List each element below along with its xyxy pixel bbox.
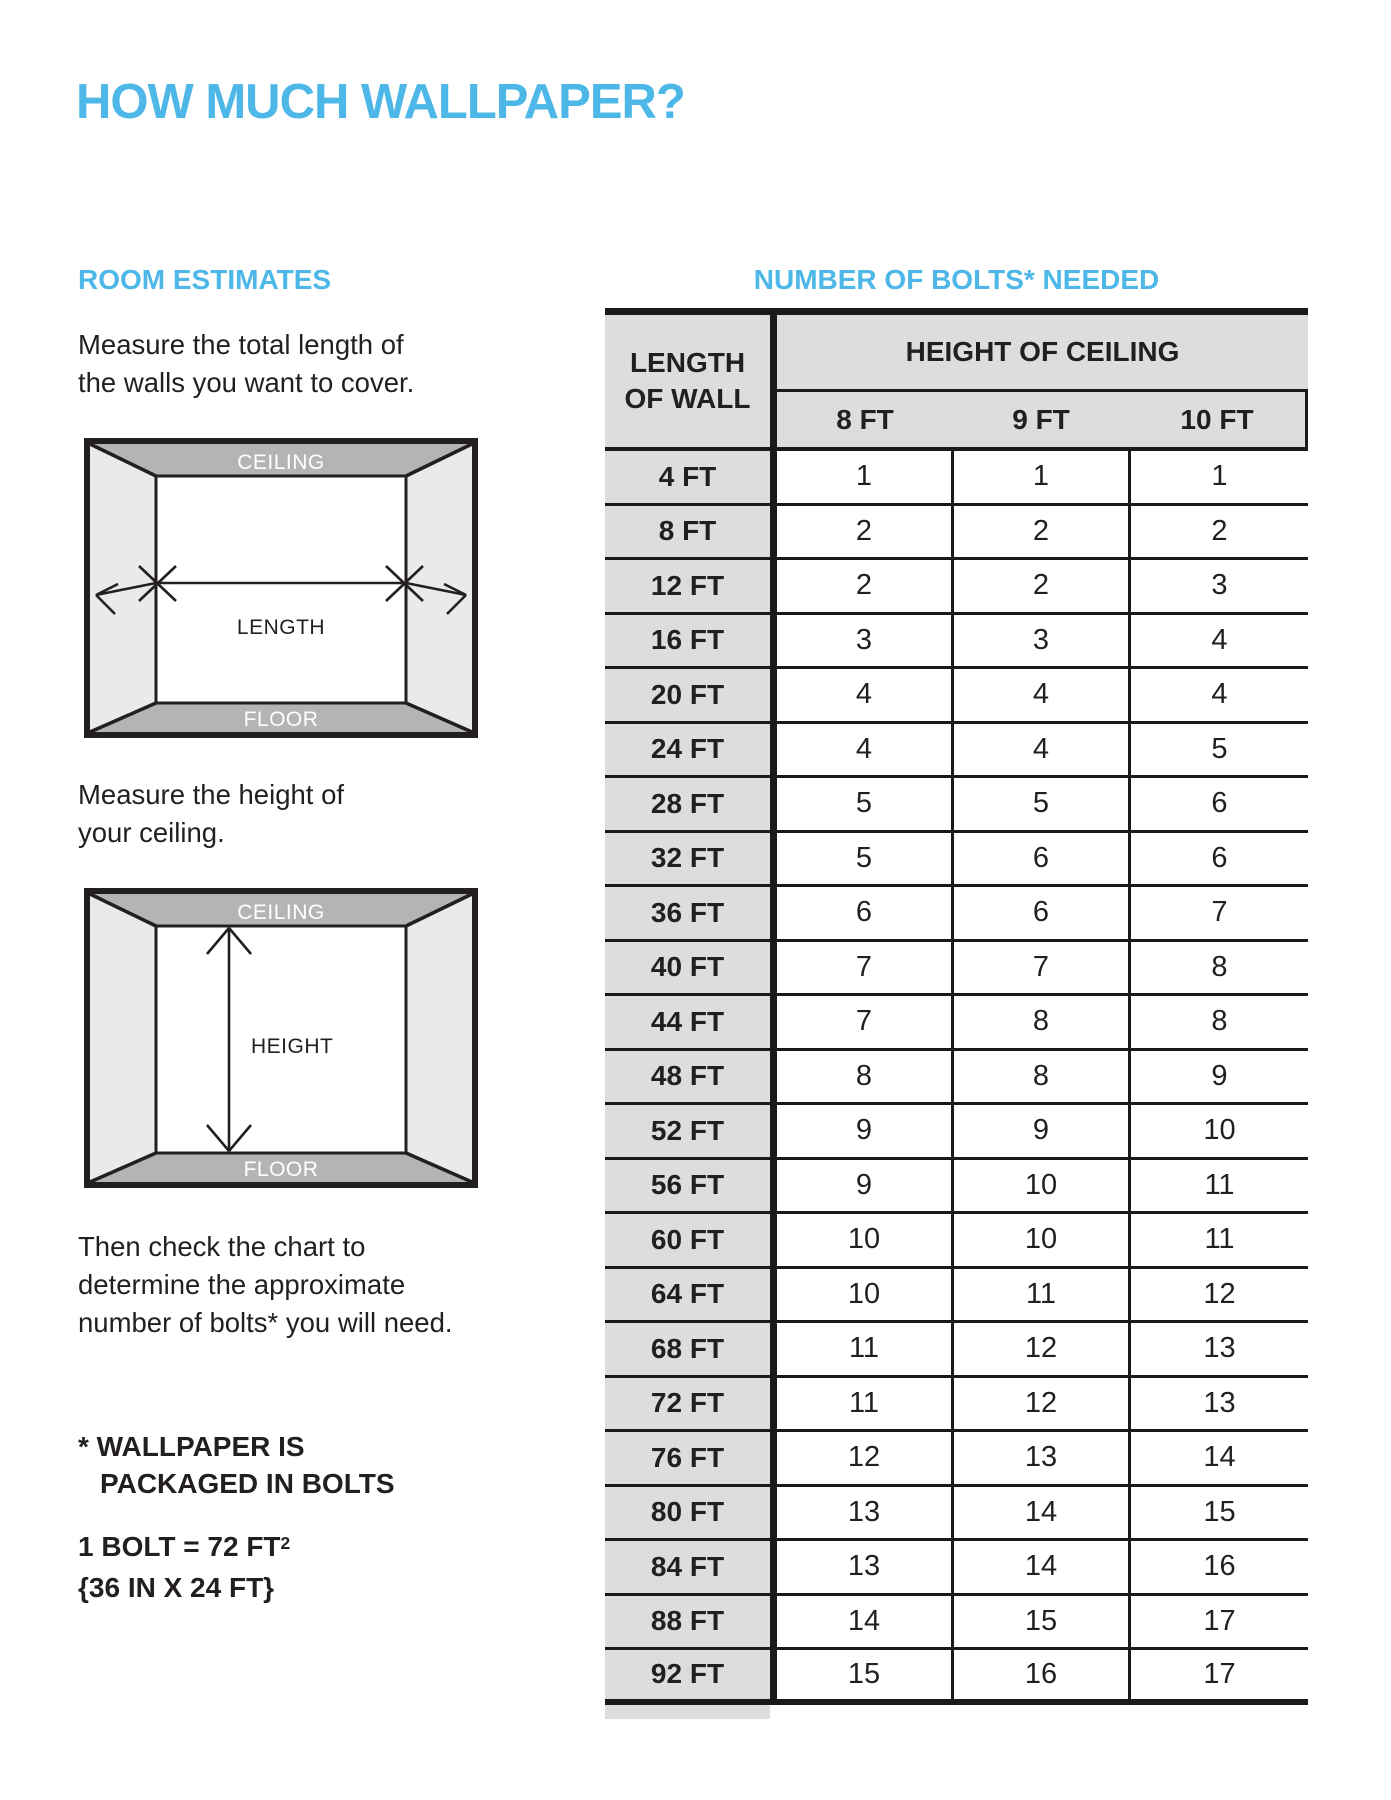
table-row (605, 1487, 1308, 1542)
bolt-count-cell: 11 (954, 1269, 1131, 1321)
wall-length-label: 16 FT (605, 615, 777, 667)
table-row (605, 833, 1308, 888)
instruction-line: your ceiling. (78, 817, 225, 848)
bolt-count-cell: 1 (777, 451, 954, 503)
table-row (605, 996, 1308, 1051)
wall-length-label: 12 FT (605, 560, 777, 612)
column-header-10ft: 10 FT (1180, 403, 1254, 435)
bolt-count-cell: 4 (954, 669, 1131, 721)
table-row (605, 669, 1308, 724)
bolt-count-cell: 16 (954, 1650, 1131, 1699)
wall-length-label: 64 FT (605, 1269, 777, 1321)
bolt-count-cell: 11 (1131, 1160, 1308, 1212)
bolt-count-cell: 12 (1131, 1269, 1308, 1321)
bolt-count-cell: 2 (954, 506, 1131, 558)
bolt-count-cell: 6 (954, 887, 1131, 939)
bolt-count-cell: 3 (1131, 560, 1308, 612)
instruction-line: Then check the chart to (78, 1231, 366, 1262)
wall-length-label: 76 FT (605, 1432, 777, 1484)
wall-length-label: 60 FT (605, 1214, 777, 1266)
room-estimates-heading: ROOM ESTIMATES (78, 264, 332, 295)
table-row (605, 1105, 1308, 1160)
room-length-diagram (84, 438, 478, 738)
bolt-count-cell: 4 (777, 724, 954, 776)
table-row (605, 1051, 1308, 1106)
bolt-count-cell: 10 (777, 1269, 954, 1321)
ceiling-height-subheaders (777, 392, 1308, 447)
bolt-count-cell: 11 (777, 1323, 954, 1375)
bolt-count-cell: 4 (777, 669, 954, 721)
table-row (605, 1323, 1308, 1378)
bolt-definition (78, 1528, 290, 1607)
floor-label: FLOOR (243, 708, 319, 731)
bolt-count-cell: 13 (1131, 1378, 1308, 1430)
check-chart-instruction (78, 1228, 453, 1342)
bolt-count-cell: 5 (777, 778, 954, 830)
bolt-count-cell: 12 (954, 1323, 1131, 1375)
table-row (605, 615, 1308, 670)
measure-length-instruction (78, 326, 414, 402)
bolt-count-cell: 17 (1131, 1650, 1308, 1699)
table-row (605, 1541, 1308, 1596)
bolt-count-cell: 7 (1131, 887, 1308, 939)
wall-length-label: 44 FT (605, 996, 777, 1048)
table-row (605, 778, 1308, 833)
wall-length-label: 68 FT (605, 1323, 777, 1375)
bolt-count-cell: 3 (777, 615, 954, 667)
room-height-diagram (84, 888, 478, 1188)
wall-length-label: 28 FT (605, 778, 777, 830)
bolt-count-cell: 2 (1131, 506, 1308, 558)
length-label: LENGTH (236, 616, 326, 639)
bolt-count-cell: 14 (954, 1541, 1131, 1593)
bolt-count-cell: 15 (954, 1596, 1131, 1648)
table-row (605, 1432, 1308, 1487)
bolt-count-cell: 13 (777, 1541, 954, 1593)
bolt-count-cell: 4 (1131, 615, 1308, 667)
wall-length-label: 8 FT (605, 506, 777, 558)
bolt-count-cell: 9 (777, 1105, 954, 1157)
bolts-needed-heading: NUMBER OF BOLTS* NEEDED (753, 264, 1160, 295)
bolt-count-cell: 2 (777, 560, 954, 612)
bolt-count-cell: 8 (954, 996, 1131, 1048)
bolt-count-cell: 4 (954, 724, 1131, 776)
bolt-count-cell: 10 (954, 1160, 1131, 1212)
wall-length-label: 88 FT (605, 1596, 777, 1648)
instruction-line: Measure the total length of (78, 329, 404, 360)
table-row (605, 1214, 1308, 1269)
bolt-count-cell: 12 (954, 1378, 1131, 1430)
bolt-count-cell: 5 (777, 833, 954, 885)
table-row (605, 724, 1308, 779)
bolt-count-cell: 11 (777, 1378, 954, 1430)
bolt-count-cell: 15 (1131, 1487, 1308, 1539)
bolt-count-cell: 2 (777, 506, 954, 558)
room-back-wall-face (156, 476, 406, 703)
ceiling-label: CEILING (237, 901, 325, 924)
room-right-wall-face (406, 894, 472, 1182)
bolt-count-cell: 15 (777, 1650, 954, 1699)
bolt-count-cell: 6 (954, 833, 1131, 885)
bolt-count-cell: 9 (777, 1160, 954, 1212)
bolt-count-cell: 7 (777, 942, 954, 994)
wall-length-label: 20 FT (605, 669, 777, 721)
bolt-count-cell: 6 (1131, 833, 1308, 885)
column-header-8ft: 8 FT (836, 403, 894, 435)
bolt-count-cell: 8 (954, 1051, 1131, 1103)
room-right-wall-face (406, 444, 472, 732)
column-header-9ft: 9 FT (1012, 403, 1070, 435)
table-row (605, 560, 1308, 615)
bolt-count-cell: 3 (954, 615, 1131, 667)
ceiling-height-header-group (777, 315, 1308, 447)
bolt-count-cell: 2 (954, 560, 1131, 612)
wall-length-label: 48 FT (605, 1051, 777, 1103)
wall-length-label: 24 FT (605, 724, 777, 776)
instruction-line: the walls you want to cover. (78, 367, 415, 398)
bolt-count-cell: 9 (954, 1105, 1131, 1157)
bolt-count-cell: 7 (954, 942, 1131, 994)
bolt-count-cell: 11 (1131, 1214, 1308, 1266)
table-footer-tab (605, 1705, 770, 1719)
bolt-count-cell: 4 (1131, 669, 1308, 721)
instruction-line: determine the approximate (78, 1269, 406, 1300)
bolt-count-cell: 8 (1131, 942, 1308, 994)
room-left-wall-face (90, 894, 156, 1182)
bolt-count-cell: 12 (777, 1432, 954, 1484)
length-of-wall-header: LENGTH OF WALL (605, 315, 777, 447)
bolt-count-cell: 10 (954, 1214, 1131, 1266)
bolt-count-cell: 8 (777, 1051, 954, 1103)
measure-height-instruction (78, 776, 344, 852)
page-title: HOW MUCH WALLPAPER? (76, 75, 685, 129)
wall-length-label: 32 FT (605, 833, 777, 885)
wall-length-label: 52 FT (605, 1105, 777, 1157)
table-row (605, 1378, 1308, 1433)
table-row (605, 1650, 1308, 1705)
bolt-count-cell: 16 (1131, 1541, 1308, 1593)
bolt-count-cell: 6 (1131, 778, 1308, 830)
bolt-equation: 1 BOLT = 72 $FT^2$ (78, 1531, 291, 1562)
bolt-count-cell: 1 (1131, 451, 1308, 503)
bolts-footnote (78, 1428, 395, 1502)
bolt-count-cell: 14 (954, 1487, 1131, 1539)
bolt-count-cell: 13 (1131, 1323, 1308, 1375)
height-label: HEIGHT (251, 1035, 334, 1058)
room-left-wall-face (90, 444, 156, 732)
wall-length-label: 84 FT (605, 1541, 777, 1593)
table-row (605, 506, 1308, 561)
table-row (605, 1160, 1308, 1215)
bolt-count-cell: 1 (954, 451, 1131, 503)
bolt-count-cell: 7 (777, 996, 954, 1048)
wall-length-label: 92 FT (605, 1650, 777, 1699)
table-row (605, 451, 1308, 506)
wall-length-label: 40 FT (605, 942, 777, 994)
bolt-count-cell: 13 (777, 1487, 954, 1539)
wall-length-label: 80 FT (605, 1487, 777, 1539)
bolt-count-cell: 5 (1131, 724, 1308, 776)
bolt-count-cell: 6 (777, 887, 954, 939)
table-row (605, 887, 1308, 942)
bolt-count-cell: 17 (1131, 1596, 1308, 1648)
bolt-count-cell: 14 (777, 1596, 954, 1648)
wall-length-label: 36 FT (605, 887, 777, 939)
wall-length-label: 56 FT (605, 1160, 777, 1212)
bolt-count-cell: 5 (954, 778, 1131, 830)
bolt-count-cell: 13 (954, 1432, 1131, 1484)
bolt-count-cell: 9 (1131, 1051, 1308, 1103)
bolt-count-cell: 14 (1131, 1432, 1308, 1484)
table-header (605, 315, 1308, 447)
bolt-count-cell: 10 (777, 1214, 954, 1266)
footnote-line: PACKAGED IN BOLTS (100, 1468, 395, 1499)
instruction-line: number of bolts* you will need. (78, 1307, 453, 1338)
instruction-line: Measure the height of (78, 779, 345, 810)
bolt-dimensions: {36 IN X 24 FT} (78, 1572, 275, 1603)
wall-length-label: 4 FT (605, 451, 777, 503)
ceiling-label: CEILING (237, 451, 325, 474)
bolts-table (605, 308, 1308, 1705)
floor-label: FLOOR (243, 1158, 319, 1181)
height-of-ceiling-header: HEIGHT OF CEILING (777, 315, 1308, 392)
table-row (605, 1596, 1308, 1651)
table-row (605, 1269, 1308, 1324)
wall-length-label: 72 FT (605, 1378, 777, 1430)
squared-exponent: 2 (280, 1532, 291, 1553)
bolt-count-cell: 10 (1131, 1105, 1308, 1157)
footnote-line: * WALLPAPER IS (78, 1431, 305, 1462)
table-body (605, 447, 1308, 1705)
table-row (605, 942, 1308, 997)
bolt-count-cell: 8 (1131, 996, 1308, 1048)
